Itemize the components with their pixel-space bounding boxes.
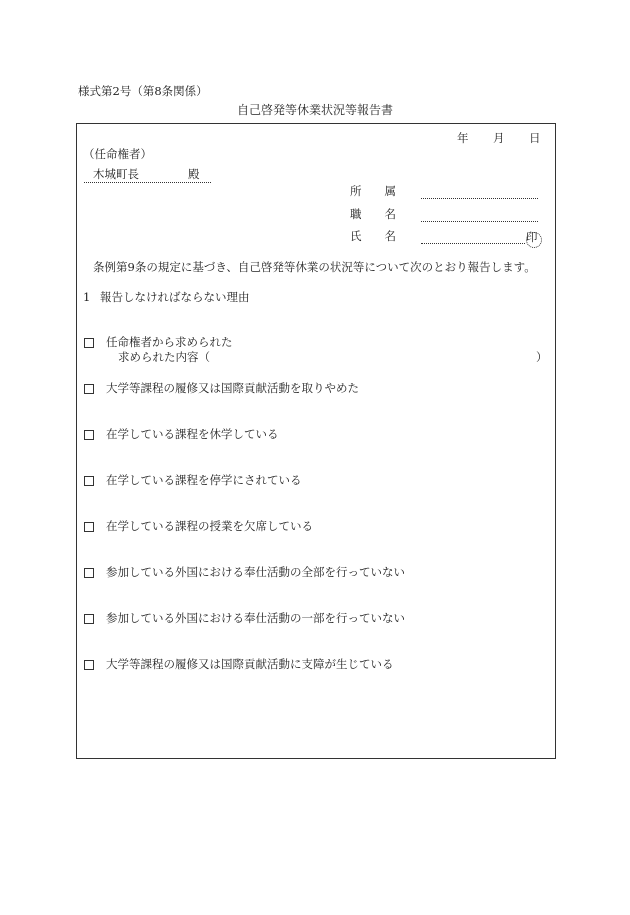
appointer-label: （任命権者） xyxy=(83,147,152,161)
date-day: 日 xyxy=(529,131,541,145)
reason-checkbox-1[interactable] xyxy=(84,338,94,348)
reason-checkbox-5[interactable] xyxy=(84,522,94,532)
reason-sub-label: 求められた内容（ xyxy=(118,350,210,364)
addressee-line xyxy=(84,182,211,183)
reason-text-8: 大学等課程の履修又は国際貢献活動に支障が生じている xyxy=(106,657,394,671)
name-label: 氏 名 xyxy=(350,229,396,243)
reason-checkbox-4[interactable] xyxy=(84,476,94,486)
reason-text-6: 参加している外国における奉仕活動の全部を行っていない xyxy=(106,565,405,579)
reason-checkbox-2[interactable] xyxy=(84,384,94,394)
reason-checkbox-8[interactable] xyxy=(84,660,94,670)
reason-text-7: 参加している外国における奉仕活動の一部を行っていない xyxy=(106,611,405,625)
addressee-honorific: 殿 xyxy=(188,167,200,181)
reason-checkbox-3[interactable] xyxy=(84,430,94,440)
reason-text-1: 任命権者から求められた xyxy=(106,335,233,349)
reason-checkbox-6[interactable] xyxy=(84,568,94,578)
reason-sub-close: ） xyxy=(536,350,548,364)
position-label: 職 名 xyxy=(350,207,396,221)
addressee-name: 木城町長 xyxy=(93,167,139,181)
affiliation-field[interactable] xyxy=(421,198,538,199)
affiliation-label: 所 属 xyxy=(350,184,396,198)
reason-text-5: 在学している課程の授業を欠席している xyxy=(106,519,313,533)
section-number: 1 xyxy=(83,290,91,304)
date-month: 月 xyxy=(493,131,505,145)
form-title: 自己啓発等休業状況等報告書 xyxy=(237,103,394,117)
reason-checkbox-7[interactable] xyxy=(84,614,94,624)
intro-text: 条例第9条の規定に基づき、自己啓発等休業の状況等について次のとおり報告します。 xyxy=(93,260,536,274)
seal-circle-icon xyxy=(526,232,542,248)
reason-text-2: 大学等課程の履修又は国際貢献活動を取りやめた xyxy=(106,381,359,395)
reason-text-4: 在学している課程を停学にされている xyxy=(106,473,302,487)
reason-text-3: 在学している課程を休学している xyxy=(106,427,279,441)
position-field[interactable] xyxy=(421,221,538,222)
section-title: 報告しなければならない理由 xyxy=(100,290,250,304)
form-number: 様式第2号（第8条関係） xyxy=(78,84,208,98)
seal-mark: 印 xyxy=(526,230,538,244)
date-year: 年 xyxy=(457,131,469,145)
name-field[interactable] xyxy=(421,243,525,244)
